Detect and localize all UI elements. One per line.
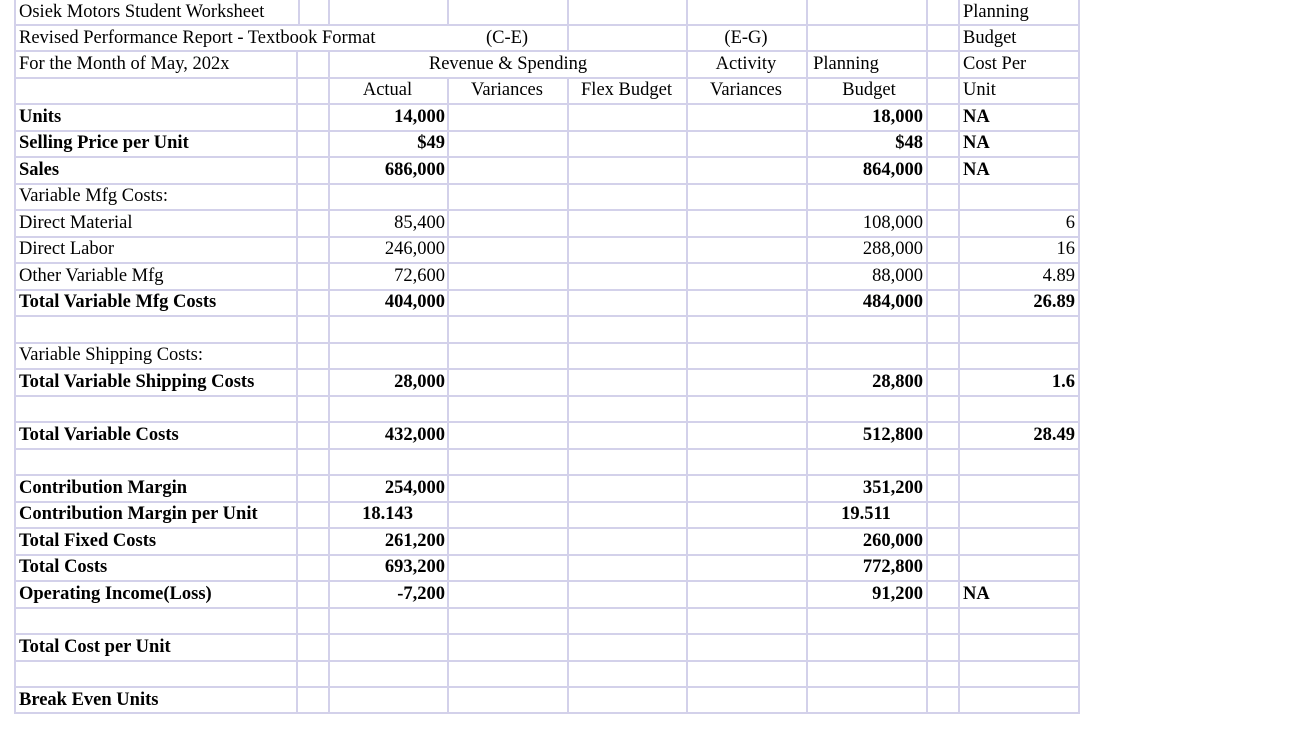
grid-line	[14, 712, 1080, 714]
worksheet-title: Osiek Motors Student Worksheet	[19, 2, 265, 22]
row-label: Direct Material	[19, 213, 133, 233]
cell-planning: 91,200	[872, 584, 923, 604]
cell-planning: 19.511	[841, 504, 891, 524]
row-label: Direct Labor	[19, 239, 115, 259]
row-label: Total Fixed Costs	[19, 531, 157, 551]
cell-planning: $48	[895, 133, 923, 153]
row-label: Selling Price per Unit	[19, 133, 189, 153]
row-label: Other Variable Mfg	[19, 266, 164, 286]
grid-line	[14, 0, 16, 714]
cell-actual: 18.143	[362, 504, 413, 524]
col-activity-header: Activity	[715, 54, 777, 74]
cell-planning: 288,000	[862, 239, 923, 259]
col-e-g-label: (E-G)	[724, 28, 768, 48]
grid-line	[328, 0, 330, 24]
grid-line	[1078, 0, 1080, 714]
cell-planning: 351,200	[862, 478, 923, 498]
row-label: Contribution Margin per Unit	[19, 504, 258, 524]
cell-per-unit: 16	[1056, 239, 1075, 259]
grid-line	[958, 0, 960, 714]
cell-planning: 18,000	[872, 107, 923, 127]
row-label: Break Even Units	[19, 690, 159, 710]
cell-per-unit: NA	[963, 133, 990, 153]
col-budget-header: Budget	[842, 80, 896, 100]
cell-per-unit: 26.89	[1033, 292, 1075, 312]
cell-planning: 28,800	[872, 372, 923, 392]
col-actual-header: Actual	[362, 80, 413, 100]
cell-actual: 14,000	[394, 107, 445, 127]
report-subtitle: Revised Performance Report - Textbook Format	[19, 28, 376, 48]
row-label: Variable Mfg Costs:	[19, 186, 169, 206]
cell-actual: -7,200	[397, 584, 445, 604]
grid-line	[447, 77, 449, 714]
cell-per-unit: 6	[1065, 213, 1075, 233]
cell-actual: 28,000	[394, 372, 445, 392]
report-period: For the Month of May, 202x	[19, 54, 230, 74]
grid-line	[296, 50, 298, 714]
cell-actual: 432,000	[384, 425, 445, 445]
col-pb-header-2: Budget	[963, 28, 1017, 48]
col-flex-budget-header: Flex Budget	[581, 80, 672, 100]
cell-actual: 254,000	[384, 478, 445, 498]
grid-line	[447, 0, 449, 24]
col-planning-header: Planning	[813, 54, 879, 74]
row-label: Total Costs	[19, 557, 108, 577]
row-label: Total Variable Costs	[19, 425, 179, 445]
row-label: Total Cost per Unit	[19, 637, 171, 657]
row-label: Total Variable Shipping Costs	[19, 372, 255, 392]
grid-line	[567, 77, 569, 714]
col-pb-header-4: Unit	[963, 80, 996, 100]
row-label: Operating Income(Loss)	[19, 584, 212, 604]
cell-per-unit: 1.6	[1051, 372, 1075, 392]
cell-actual: 686,000	[384, 160, 445, 180]
cell-actual: 404,000	[384, 292, 445, 312]
col-pb-header-1: Planning	[963, 2, 1029, 22]
grid-line	[567, 0, 569, 50]
grid-line	[686, 0, 688, 714]
cell-actual: 261,200	[384, 531, 445, 551]
cell-actual: 72,600	[394, 266, 445, 286]
grid-line	[14, 660, 1080, 662]
cell-per-unit: 4.89	[1042, 266, 1075, 286]
cell-planning: 484,000	[862, 292, 923, 312]
col-activity-variances-header: Variances	[710, 80, 782, 100]
cell-actual: 693,200	[384, 557, 445, 577]
cell-planning: 772,800	[862, 557, 923, 577]
row-label: Total Variable Mfg Costs	[19, 292, 217, 312]
grid-line	[14, 686, 1080, 688]
row-label: Sales	[19, 160, 60, 180]
grid-line	[298, 0, 300, 24]
col-c-e-label: (C-E)	[485, 28, 529, 48]
cell-planning: 108,000	[862, 213, 923, 233]
col-revenue-spending: Revenue & Spending	[428, 54, 588, 74]
col-variances-header: Variances	[471, 80, 543, 100]
row-label: Units	[19, 107, 62, 127]
cell-planning: 260,000	[862, 531, 923, 551]
spreadsheet	[14, 0, 1080, 714]
cell-per-unit: 28.49	[1033, 425, 1075, 445]
cell-per-unit: NA	[963, 160, 990, 180]
grid-line	[926, 0, 928, 714]
row-label: Contribution Margin	[19, 478, 188, 498]
cell-planning: 88,000	[872, 266, 923, 286]
col-pb-header-3: Cost Per	[963, 54, 1027, 74]
cell-actual: 246,000	[384, 239, 445, 259]
cell-planning: 512,800	[862, 425, 923, 445]
cell-actual: $49	[417, 133, 445, 153]
grid-line	[14, 633, 1080, 635]
cell-per-unit: NA	[963, 584, 990, 604]
cell-actual: 85,400	[394, 213, 445, 233]
row-label: Variable Shipping Costs:	[19, 345, 203, 365]
cell-planning: 864,000	[862, 160, 923, 180]
cell-per-unit: NA	[963, 107, 990, 127]
